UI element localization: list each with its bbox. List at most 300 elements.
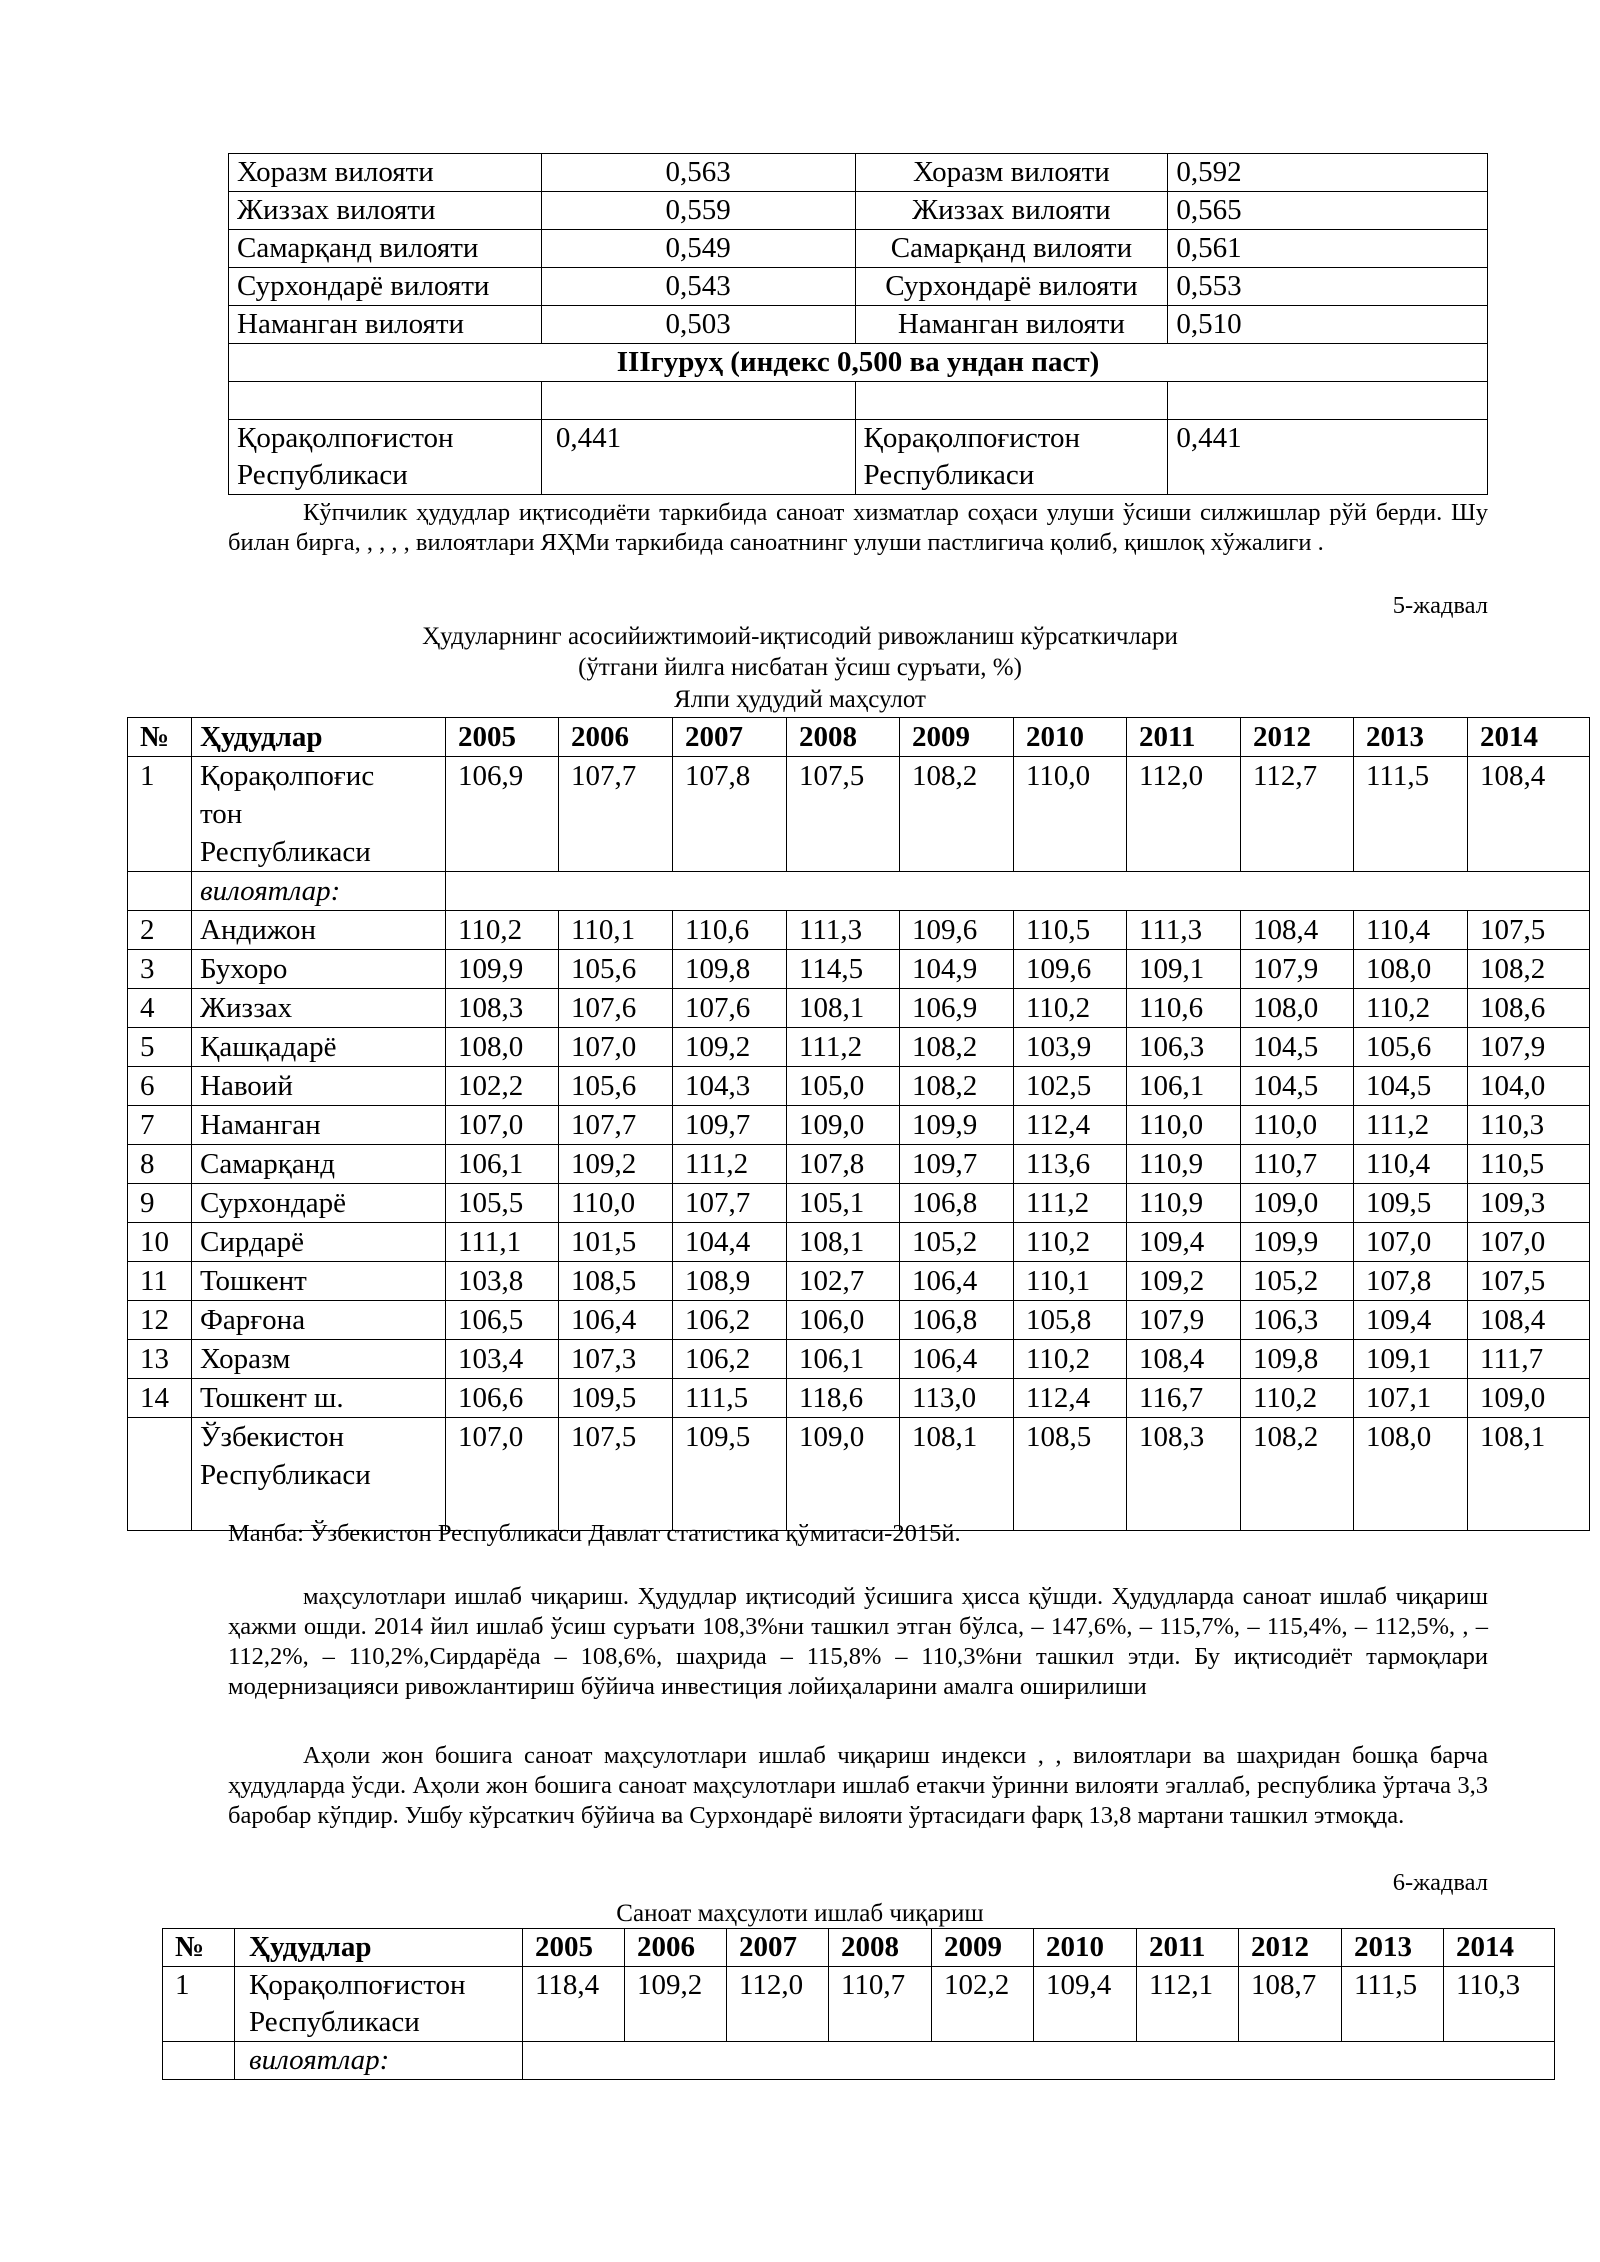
index-value: 0,592 (1168, 154, 1488, 192)
growth-value: 108,0 (446, 1028, 559, 1067)
growth-value: 109,0 (787, 1106, 900, 1145)
growth-value: 108,2 (900, 757, 1014, 872)
table-row (128, 1223, 1590, 1262)
region-line: Қорақолпоғис (200, 760, 375, 792)
region-name (192, 1418, 446, 1531)
table6-label: 6-жадвал (1392, 1869, 1488, 1896)
growth-value: 108,4 (1468, 757, 1590, 872)
growth-value: 108,0 (1241, 989, 1354, 1028)
growth-value: 101,5 (559, 1223, 673, 1262)
growth-value: 111,2 (1354, 1106, 1468, 1145)
growth-value: 109,7 (673, 1106, 787, 1145)
index-value: 0,549 (541, 230, 855, 268)
region-name: Бухоро (192, 950, 446, 989)
table-row (128, 1067, 1590, 1106)
table-row (128, 1106, 1590, 1145)
growth-value: 109,5 (559, 1379, 673, 1418)
column-header-year: 2008 (787, 718, 900, 757)
empty-row (229, 382, 1488, 420)
index-value: 0,553 (1168, 268, 1488, 306)
growth-value: 108,5 (559, 1262, 673, 1301)
index-value: 0,510 (1168, 306, 1488, 344)
growth-value: 109,4 (1354, 1301, 1468, 1340)
paragraph-per-capita: Аҳоли жон бошига саноат маҳсулотлари ишлаб чиқариш индекси , , вилоятлари ва шаҳридан бошқа барча ҳудудларда ўсди. Аҳоли жон бошига саноат маҳсулотлари ишлаб етакчи ўринни вилояти эгаллаб, республика ўртача 3,3 баробар кўпдир. Ушбу кўрсаткич бўйича ва Сурхондарё вилояти ўртасидаги фарқ 13,8 мартани ташкил этмоқда. (228, 1742, 1488, 1829)
output-value: 102,2 (932, 1967, 1034, 2042)
region-name (229, 420, 542, 495)
region-name: Навоий (192, 1067, 446, 1106)
table5-title-line2: (ўтгани йилга нисбатан ўсиш суръати, %) (578, 654, 1022, 681)
growth-value: 109,1 (1127, 950, 1241, 989)
growth-value: 108,2 (900, 1028, 1014, 1067)
growth-value: 111,2 (673, 1145, 787, 1184)
row-number: 12 (128, 1301, 192, 1340)
growth-value: 109,2 (673, 1028, 787, 1067)
growth-value: 106,3 (1241, 1301, 1354, 1340)
region-name: Сурхондарё вилояти (229, 268, 542, 306)
growth-value: 109,7 (900, 1145, 1014, 1184)
growth-value: 112,4 (1014, 1106, 1127, 1145)
region-name: Сурхондарё вилояти (855, 268, 1168, 306)
growth-value: 110,2 (1014, 989, 1127, 1028)
row-number: 9 (128, 1184, 192, 1223)
growth-value: 102,5 (1014, 1067, 1127, 1106)
row-number: 2 (128, 911, 192, 950)
column-header-year: 2006 (625, 1929, 727, 1967)
growth-value: 114,5 (787, 950, 900, 989)
growth-value: 111,5 (1354, 757, 1468, 872)
growth-value: 107,8 (1354, 1262, 1468, 1301)
growth-value: 106,5 (446, 1301, 559, 1340)
row-number: 13 (128, 1340, 192, 1379)
ranking-row (229, 268, 1488, 306)
table5-title-line1: Ҳудуларнинг асосийижтимоий-иқтисодий ривожланиш кўрсаткичлари (422, 623, 1178, 650)
group-header-row (229, 344, 1488, 382)
region-name: Самарқанд вилояти (855, 230, 1168, 268)
row-number: 8 (128, 1145, 192, 1184)
growth-value: 110,2 (1014, 1223, 1127, 1262)
index-value: 0,441 (1168, 420, 1488, 495)
region-name: Самарқанд (192, 1145, 446, 1184)
column-header-year: 2005 (446, 718, 559, 757)
growth-value: 106,8 (900, 1184, 1014, 1223)
column-header-no: № (163, 1929, 235, 1967)
growth-value: 108,4 (1127, 1340, 1241, 1379)
growth-value: 110,0 (559, 1184, 673, 1223)
column-header-year: 2007 (727, 1929, 829, 1967)
ranking-row (229, 306, 1488, 344)
output-value: 110,7 (829, 1967, 932, 2042)
industrial-output-table (162, 1928, 1555, 2080)
growth-value: 104,5 (1241, 1067, 1354, 1106)
growth-value: 109,6 (1014, 950, 1127, 989)
growth-value: 111,2 (1014, 1184, 1127, 1223)
growth-value: 103,8 (446, 1262, 559, 1301)
growth-value: 108,4 (1468, 1301, 1590, 1340)
total-row (128, 1418, 1590, 1531)
growth-value: 109,4 (1127, 1223, 1241, 1262)
region-name: Жиззах вилояти (229, 192, 542, 230)
growth-value: 104,9 (900, 950, 1014, 989)
growth-value: 116,7 (1127, 1379, 1241, 1418)
growth-value: 109,5 (673, 1418, 787, 1531)
growth-value: 110,0 (1127, 1106, 1241, 1145)
growth-value: 106,1 (1127, 1067, 1241, 1106)
growth-value: 106,4 (900, 1340, 1014, 1379)
region-line: Қорақолпоғистон (237, 422, 454, 454)
paragraph-industrial-output: маҳсулотлари ишлаб чиқариш. Ҳудудлар иқтисодий ўсишига ҳисса қўшди. Ҳудудларда саноат ишлаб чиқариш ҳажми ошди. 2014 йил ишлаб ўсиш суръати 108,3%ни ташкил этган бўлса, – 147,6%, – 115,7%, – 115,4%, – 112,5%, , – 112,2%, – 110,2%,Сирдарёда – 108,6%, шаҳрида – 115,8% – 110,3%ни ташкил этди. Бу иқтисодиёт тармоқлари модернизацияси ривожлантириш бўйича инвестиция лойиҳаларини амалга оширилиши (228, 1583, 1488, 1700)
region-name: Тошкент (192, 1262, 446, 1301)
growth-value: 109,3 (1468, 1184, 1590, 1223)
growth-value: 109,0 (1468, 1379, 1590, 1418)
output-value: 111,5 (1342, 1967, 1444, 2042)
growth-value: 108,2 (900, 1067, 1014, 1106)
group-header: IIIгуруҳ (индекс 0,500 ва ундан паст) (229, 344, 1488, 382)
growth-value: 109,5 (1354, 1184, 1468, 1223)
region-line: Республикаси (200, 1459, 371, 1491)
growth-value: 107,0 (559, 1028, 673, 1067)
growth-value: 108,1 (787, 989, 900, 1028)
table-row (128, 911, 1590, 950)
column-header-year: 2005 (523, 1929, 625, 1967)
output-value: 112,0 (727, 1967, 829, 2042)
index-value: 0,559 (541, 192, 855, 230)
growth-value: 112,4 (1014, 1379, 1127, 1418)
growth-value: 104,4 (673, 1223, 787, 1262)
growth-value: 106,4 (900, 1262, 1014, 1301)
region-name (855, 420, 1168, 495)
ranking-table (228, 153, 1488, 495)
growth-value: 107,8 (787, 1145, 900, 1184)
growth-value: 109,9 (900, 1106, 1014, 1145)
empty-cell (541, 382, 855, 420)
growth-value: 106,2 (673, 1340, 787, 1379)
output-value: 108,7 (1239, 1967, 1342, 2042)
region-name: Фарғона (192, 1301, 446, 1340)
column-header-year: 2013 (1342, 1929, 1444, 1967)
ranking-row (229, 420, 1488, 495)
paragraph-industry-share: Кўпчилик ҳудудлар иқтисодиёти таркибида саноат хизматлар соҳаси улуши ўсиши силжишлар рўй берди. Шу билан бирга, , , , , вилоятлари ЯҲМи таркибида саноатнинг улуши пастлигича қолиб, қишлоқ хўжалиги . (228, 499, 1488, 556)
column-header-year: 2009 (900, 718, 1014, 757)
row-number: 1 (128, 757, 192, 872)
growth-value: 109,2 (1127, 1262, 1241, 1301)
column-header-no: № (128, 718, 192, 757)
growth-value: 107,1 (1354, 1379, 1468, 1418)
table-row (163, 1967, 1555, 2042)
growth-value: 110,9 (1127, 1145, 1241, 1184)
growth-value: 109,0 (787, 1418, 900, 1531)
column-header-year: 2011 (1127, 718, 1241, 757)
growth-value: 105,2 (1241, 1262, 1354, 1301)
growth-value: 110,6 (673, 911, 787, 950)
growth-value: 107,9 (1468, 1028, 1590, 1067)
output-value: 109,2 (625, 1967, 727, 2042)
growth-value: 109,8 (1241, 1340, 1354, 1379)
growth-value: 107,5 (1468, 911, 1590, 950)
region-name: Андижон (192, 911, 446, 950)
growth-value: 107,7 (559, 1106, 673, 1145)
column-header-year: 2012 (1241, 718, 1354, 757)
column-header-year: 2012 (1239, 1929, 1342, 1967)
growth-value: 108,5 (1014, 1418, 1127, 1531)
growth-value: 110,2 (1354, 989, 1468, 1028)
table-row (128, 1301, 1590, 1340)
growth-value: 111,5 (673, 1379, 787, 1418)
growth-value: 110,4 (1354, 1145, 1468, 1184)
growth-value: 110,5 (1014, 911, 1127, 950)
growth-value: 108,1 (900, 1418, 1014, 1531)
growth-value: 105,6 (1354, 1028, 1468, 1067)
growth-value: 111,7 (1468, 1340, 1590, 1379)
growth-value: 107,0 (1468, 1223, 1590, 1262)
column-header-year: 2008 (829, 1929, 932, 1967)
row-number: 4 (128, 989, 192, 1028)
growth-value: 109,9 (446, 950, 559, 989)
region-name: Қашқадарё (192, 1028, 446, 1067)
ranking-row (229, 154, 1488, 192)
growth-value: 107,9 (1127, 1301, 1241, 1340)
empty-cell (128, 1418, 192, 1531)
growth-value: 108,4 (1241, 911, 1354, 950)
row-number: 3 (128, 950, 192, 989)
growth-value: 107,3 (559, 1340, 673, 1379)
growth-value: 108,0 (1354, 950, 1468, 989)
growth-value: 108,2 (1468, 950, 1590, 989)
table-row (128, 1028, 1590, 1067)
column-header-year: 2013 (1354, 718, 1468, 757)
table-row (128, 1145, 1590, 1184)
empty-cell (229, 382, 542, 420)
index-value: 0,441 (541, 420, 855, 495)
growth-value: 103,9 (1014, 1028, 1127, 1067)
table-row (128, 1340, 1590, 1379)
growth-value: 105,8 (1014, 1301, 1127, 1340)
region-line: Ўзбекистон (200, 1421, 345, 1453)
growth-value: 107,7 (673, 1184, 787, 1223)
column-header-year: 2014 (1468, 718, 1590, 757)
growth-value: 107,0 (1354, 1223, 1468, 1262)
growth-value: 106,1 (446, 1145, 559, 1184)
growth-value: 106,3 (1127, 1028, 1241, 1067)
growth-value: 111,1 (446, 1223, 559, 1262)
growth-value: 108,1 (1468, 1418, 1590, 1531)
growth-value: 107,8 (673, 757, 787, 872)
growth-value: 109,8 (673, 950, 787, 989)
header-row (163, 1929, 1555, 1967)
index-value: 0,563 (541, 154, 855, 192)
growth-value: 111,2 (787, 1028, 900, 1067)
growth-value: 110,2 (446, 911, 559, 950)
column-header-year: 2007 (673, 718, 787, 757)
index-value: 0,561 (1168, 230, 1488, 268)
region-name (235, 1967, 523, 2042)
growth-value: 109,0 (1241, 1184, 1354, 1223)
region-name: Наманган вилояти (229, 306, 542, 344)
growth-value: 107,5 (559, 1418, 673, 1531)
growth-value: 106,4 (559, 1301, 673, 1340)
growth-value: 108,6 (1468, 989, 1590, 1028)
section-label: вилоятлар: (192, 872, 446, 911)
column-header-year: 2010 (1014, 718, 1127, 757)
growth-value: 106,8 (900, 1301, 1014, 1340)
growth-value: 110,1 (1014, 1262, 1127, 1301)
region-line: тон (200, 798, 243, 830)
growth-value: 112,0 (1127, 757, 1241, 872)
growth-value: 110,0 (1241, 1106, 1354, 1145)
region-name: Хоразм вилояти (229, 154, 542, 192)
region-name: Хоразм вилояти (855, 154, 1168, 192)
output-value: 110,3 (1444, 1967, 1555, 2042)
region-line: Республикаси (249, 2006, 420, 2038)
growth-value: 113,6 (1014, 1145, 1127, 1184)
column-header-year: 2009 (932, 1929, 1034, 1967)
column-header-year: 2006 (559, 718, 673, 757)
row-number: 7 (128, 1106, 192, 1145)
growth-value: 103,4 (446, 1340, 559, 1379)
empty-cell (523, 2042, 1555, 2080)
section-label: вилоятлар: (235, 2042, 523, 2080)
region-line: Республикаси (863, 459, 1035, 491)
growth-value: 110,3 (1468, 1106, 1590, 1145)
growth-value: 107,5 (1468, 1262, 1590, 1301)
region-line: Республикаси (237, 459, 408, 491)
region-name: Тошкент ш. (192, 1379, 446, 1418)
region-name: Сурхондарё (192, 1184, 446, 1223)
ranking-row (229, 230, 1488, 268)
growth-value: 110,7 (1241, 1145, 1354, 1184)
growth-value: 107,6 (673, 989, 787, 1028)
column-header-year: 2014 (1444, 1929, 1555, 1967)
growth-value: 102,2 (446, 1067, 559, 1106)
region-line: Республикаси (200, 836, 371, 868)
region-line: Қорақолпоғистон (249, 1969, 466, 2001)
table-row (128, 757, 1590, 872)
table-row (128, 950, 1590, 989)
row-number: 10 (128, 1223, 192, 1262)
growth-value: 106,1 (787, 1340, 900, 1379)
region-line: Қорақолпоғистон (863, 422, 1081, 454)
growth-value: 104,3 (673, 1067, 787, 1106)
growth-value: 109,1 (1354, 1340, 1468, 1379)
growth-value: 105,0 (787, 1067, 900, 1106)
output-value: 118,4 (523, 1967, 625, 2042)
growth-value: 111,3 (787, 911, 900, 950)
growth-value: 108,1 (787, 1223, 900, 1262)
row-number: 6 (128, 1067, 192, 1106)
table-row (128, 1379, 1590, 1418)
table6-title: Саноат маҳсулоти ишлаб чиқариш (616, 1900, 984, 1927)
growth-value: 110,1 (559, 911, 673, 950)
growth-value: 107,6 (559, 989, 673, 1028)
section-row (128, 872, 1590, 911)
column-header-year: 2011 (1137, 1929, 1239, 1967)
growth-value: 108,9 (673, 1262, 787, 1301)
growth-value: 110,5 (1468, 1145, 1590, 1184)
growth-value: 105,6 (559, 1067, 673, 1106)
region-name: Сирдарё (192, 1223, 446, 1262)
growth-value: 105,2 (900, 1223, 1014, 1262)
region-name: Жиззах (192, 989, 446, 1028)
growth-value: 107,0 (446, 1106, 559, 1145)
empty-cell (446, 872, 1590, 911)
table-row (128, 1262, 1590, 1301)
growth-value: 109,2 (559, 1145, 673, 1184)
column-header-region: Ҳудудлар (235, 1929, 523, 1967)
growth-value: 109,6 (900, 911, 1014, 950)
output-value: 109,4 (1034, 1967, 1137, 2042)
table5-label: 5-жадвал (1392, 592, 1488, 619)
growth-value: 110,2 (1014, 1340, 1127, 1379)
header-row (128, 718, 1590, 757)
region-name: Самарқанд вилояти (229, 230, 542, 268)
empty-cell (163, 2042, 235, 2080)
growth-value: 110,0 (1014, 757, 1127, 872)
growth-value: 104,5 (1354, 1067, 1468, 1106)
growth-value: 108,3 (446, 989, 559, 1028)
region-name: Хоразм (192, 1340, 446, 1379)
table-row (128, 989, 1590, 1028)
growth-value: 110,6 (1127, 989, 1241, 1028)
growth-value: 109,9 (1241, 1223, 1354, 1262)
growth-value: 107,0 (446, 1418, 559, 1531)
growth-value: 107,5 (787, 757, 900, 872)
empty-cell (128, 872, 192, 911)
growth-value: 102,7 (787, 1262, 900, 1301)
empty-cell (1168, 382, 1488, 420)
region-name: Наманган вилояти (855, 306, 1168, 344)
growth-value: 105,1 (787, 1184, 900, 1223)
growth-value: 107,9 (1241, 950, 1354, 989)
column-header-year: 2010 (1034, 1929, 1137, 1967)
growth-value: 110,2 (1241, 1379, 1354, 1418)
growth-value: 112,7 (1241, 757, 1354, 872)
growth-value: 110,4 (1354, 911, 1468, 950)
output-value: 112,1 (1137, 1967, 1239, 2042)
region-name: Наманган (192, 1106, 446, 1145)
growth-value: 105,6 (559, 950, 673, 989)
section-row (163, 2042, 1555, 2080)
growth-value: 107,7 (559, 757, 673, 872)
growth-value: 118,6 (787, 1379, 900, 1418)
growth-value: 106,6 (446, 1379, 559, 1418)
index-value: 0,565 (1168, 192, 1488, 230)
row-number: 5 (128, 1028, 192, 1067)
growth-value: 104,0 (1468, 1067, 1590, 1106)
growth-value: 110,9 (1127, 1184, 1241, 1223)
index-value: 0,543 (541, 268, 855, 306)
table-row (128, 1184, 1590, 1223)
growth-value: 105,5 (446, 1184, 559, 1223)
region-name: Жиззах вилояти (855, 192, 1168, 230)
growth-value: 106,9 (446, 757, 559, 872)
growth-value: 106,0 (787, 1301, 900, 1340)
growth-value: 108,3 (1127, 1418, 1241, 1531)
growth-value: 106,2 (673, 1301, 787, 1340)
growth-value: 106,9 (900, 989, 1014, 1028)
row-number: 11 (128, 1262, 192, 1301)
region-name (192, 757, 446, 872)
table5-source: Манба: Ўзбекистон Республикаси Давлат статистика қўмитаси-2015й. (228, 1520, 961, 1547)
row-number: 1 (163, 1967, 235, 2042)
empty-cell (855, 382, 1168, 420)
growth-value: 104,5 (1241, 1028, 1354, 1067)
growth-value: 108,2 (1241, 1418, 1354, 1531)
growth-value: 108,0 (1354, 1418, 1468, 1531)
column-header-region: Ҳудудлар (192, 718, 446, 757)
ranking-row (229, 192, 1488, 230)
growth-value: 111,3 (1127, 911, 1241, 950)
table5-subtitle: Ялпи ҳудудий маҳсулот (674, 686, 926, 713)
index-value: 0,503 (541, 306, 855, 344)
